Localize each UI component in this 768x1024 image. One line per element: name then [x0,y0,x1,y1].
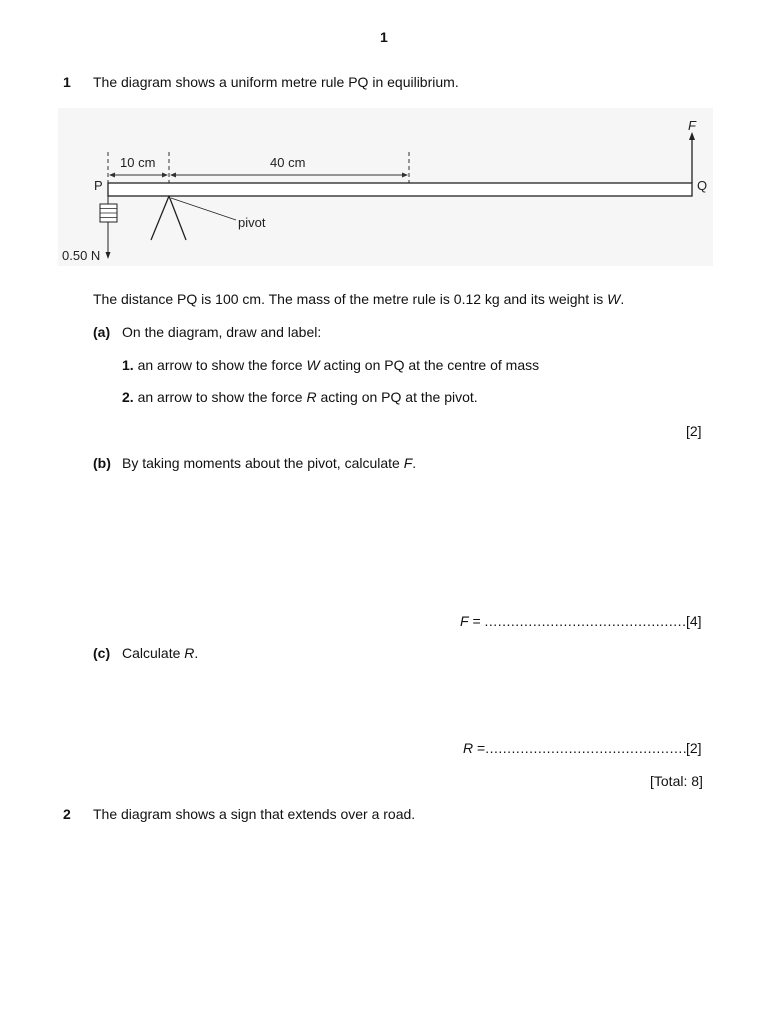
part-c-text [122,645,198,661]
pivot-label: pivot [238,215,266,230]
q1-statement-text: The distance PQ is 100 cm. The mass of the metre rule is 0.12 kg and its weight is [93,291,608,307]
part-b-marks: [4] [686,613,702,629]
label-q: Q [697,178,708,193]
answer-line-r[interactable] [463,740,687,756]
part-a-item-2 [122,389,478,405]
part-c-text-main: Calculate [122,645,185,661]
answer-f-eq: = [468,613,485,629]
answer-line-f[interactable] [460,613,686,629]
hanging-weight-icon [100,204,117,222]
part-c-text-var: R [184,645,195,661]
part-a-item-1-num: 1. [122,357,134,373]
part-b-text-var: F [403,455,413,471]
weight-label: 0.50 N [62,248,101,263]
part-b-text-end: . [412,455,417,471]
part-a-item-2-num: 2. [122,389,134,405]
part-a-marks: [2] [686,423,702,439]
label-f: F [688,118,696,133]
answer-f-dots[interactable]: .............................................. [484,613,687,629]
question-2-text: The diagram shows a sign that extends over a road. [93,806,416,822]
label-p: P [94,178,103,193]
part-a-item-2-text: an arrow to show the force [133,389,307,405]
dim-label-10cm: 10 cm [120,155,156,170]
answer-r-eq: = [473,740,486,756]
q1-statement-var-w: W [607,291,621,307]
part-a-item-2-end: acting on PQ at the pivot. [316,389,478,405]
part-a-text: On the diagram, draw and label: [122,324,322,340]
part-b-text [122,455,416,471]
part-b-text-main: By taking moments about the pivot, calculate [122,455,404,471]
part-c-label: (c) [93,645,111,661]
part-b-label: (b) [93,455,111,471]
part-c-marks: [2] [686,740,702,756]
part-a-item-2-var: R [306,389,317,405]
part-a-item-1-end: acting on PQ at the centre of mass [319,357,540,373]
part-a-item-1-var: W [306,357,320,373]
metre-rule-diagram [58,108,713,266]
part-a-label: (a) [93,324,111,340]
q1-total-marks: [Total: 8] [650,773,703,789]
part-c-text-end: . [194,645,199,661]
question-1-intro: The diagram shows a uniform metre rule PQ in equilibrium. [93,74,459,90]
part-a-item-1 [122,357,539,373]
answer-r-dots[interactable]: .............................................. [485,740,688,756]
question-2-number: 2 [63,806,71,822]
page-number: 1 [380,29,388,45]
question-1-number: 1 [63,74,71,90]
answer-r-var: R [463,740,474,756]
answer-f-var: F [460,613,469,629]
q1-statement [93,291,624,307]
part-a-item-1-text: an arrow to show the force [133,357,307,373]
metre-rule-pq [108,183,692,196]
dim-label-40cm: 40 cm [270,155,306,170]
q1-statement-end: . [620,291,625,307]
